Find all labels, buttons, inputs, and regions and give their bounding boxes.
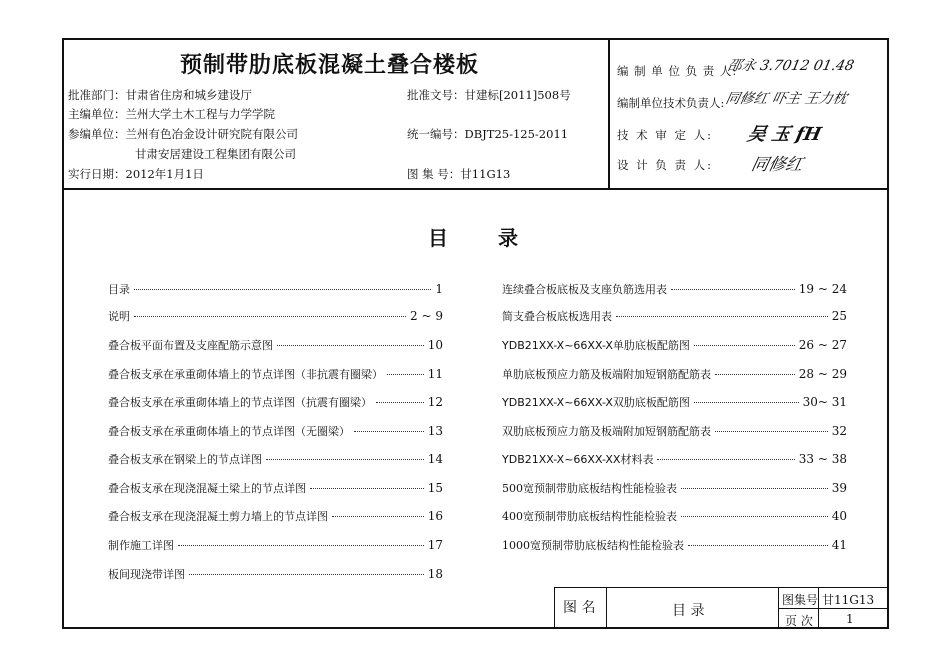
toc-entry-page: 10 (427, 338, 443, 352)
leader-dots (332, 516, 424, 517)
toc-entry-label: 400宽预制带肋底板结构性能检验表 (502, 510, 677, 523)
toc-entry-label: 说明 (108, 310, 130, 323)
toc-entry-label: YDB21XX-X~66XX-X单肋底板配筋图 (502, 339, 690, 352)
participant-unit-1: 参编单位：兰州有色冶金设计研究院有限公司 (68, 127, 298, 141)
toc-entry-label: 目录 (108, 283, 130, 296)
toc-entry[interactable] (108, 566, 443, 584)
atlas-number-label: 图集号 (782, 593, 819, 607)
toc-entry-label: 500宽预制带肋底板结构性能检验表 (502, 482, 677, 495)
leader-dots (681, 488, 828, 489)
toc-entry[interactable] (502, 337, 847, 355)
toc-entry[interactable] (502, 480, 847, 498)
header-divider (62, 188, 889, 190)
leader-dots (266, 459, 424, 460)
toc-entry[interactable] (108, 394, 443, 412)
title-block-divider (778, 608, 889, 609)
toc-entry[interactable] (502, 537, 847, 555)
toc-entry[interactable] (108, 281, 443, 299)
toc-entry-label: YDB21XX-X~66XX-XX材料表 (502, 453, 654, 466)
leader-dots (616, 316, 828, 317)
participant-unit-2: 甘肃安居建设工程集团有限公司 (135, 147, 296, 161)
toc-entry-page: 17 (427, 538, 443, 552)
leader-dots (189, 574, 424, 575)
toc-entry[interactable] (502, 508, 847, 526)
toc-title-right: 录 (498, 226, 518, 250)
signature-reviewer: 吴 玉 fH (745, 124, 824, 145)
toc-entry-label: 叠合板支承在承重砌体墙上的节点详图（抗震有圈梁） (108, 396, 372, 409)
leader-dots (694, 402, 799, 403)
toc-entry-label: YDB21XX-X~66XX-X双肋底板配筋图 (502, 396, 690, 409)
approval-number: 批准文号：甘建标[2011]508号 (407, 88, 571, 102)
atlas-title: 预制带肋底板混凝土叠合楼板 (180, 53, 480, 78)
signature-compile-head: 邵永 3.7012 01.48 (726, 58, 856, 74)
leader-dots (178, 545, 424, 546)
toc-entry-page: 32 (831, 424, 847, 438)
leader-dots (671, 289, 795, 290)
editor-unit: 主编单位：兰州大学土木工程与力学学院 (68, 107, 275, 121)
leader-dots (376, 402, 424, 403)
toc-entry-page: 12 (427, 395, 443, 409)
leader-dots (134, 316, 406, 317)
toc-entry-page: 26 ~ 27 (798, 338, 847, 352)
toc-entry-label: 叠合板支承在承重砌体墙上的节点详图（无圈梁） (108, 425, 350, 438)
leader-dots (657, 459, 794, 460)
toc-entry-page: 2 ~ 9 (410, 309, 443, 323)
toc-entry[interactable] (108, 423, 443, 441)
title-block-divider (606, 587, 607, 629)
toc-entry-page: 19 ~ 24 (798, 282, 847, 296)
toc-entry-label: 制作施工详图 (108, 539, 174, 552)
toc-entry-page: 41 (831, 538, 847, 552)
toc-entry-page: 33 ~ 38 (798, 452, 847, 466)
signature-designer: 同修红 (749, 155, 805, 175)
leader-dots (688, 545, 828, 546)
toc-entry[interactable] (502, 394, 847, 412)
toc-entry[interactable] (502, 423, 847, 441)
toc-entry[interactable] (502, 308, 847, 326)
page-label: 页 次 (785, 614, 813, 628)
toc-entry-page: 18 (427, 567, 443, 581)
leader-dots (310, 488, 424, 489)
toc-entry[interactable] (108, 480, 443, 498)
compile-head-label: 编 制 单 位 负 责 人: (617, 64, 738, 78)
toc-entry-label: 单肋底板预应力筋及板端附加短钢筋配筋表 (502, 368, 711, 381)
toc-entry-page: 11 (427, 367, 443, 381)
toc-entry-page: 1 (435, 282, 443, 296)
toc-entry[interactable] (502, 366, 847, 384)
toc-entry-label: 双肋底板预应力筋及板端附加短钢筋配筋表 (502, 425, 711, 438)
toc-entry-label: 叠合板支承在现浇混凝土剪力墙上的节点详图 (108, 510, 328, 523)
toc-entry[interactable] (108, 366, 443, 384)
reviewer-label: 技 术 审 定 人: (617, 128, 713, 142)
effective-date: 实行日期：2012年1月1日 (68, 167, 204, 181)
drawing-name: 目 录 (672, 603, 705, 619)
toc-entry-page: 39 (831, 481, 847, 495)
leader-dots (387, 374, 424, 375)
atlas-number-value: 甘11G13 (822, 593, 875, 607)
leader-dots (277, 345, 424, 346)
toc-entry-page: 16 (427, 509, 443, 523)
toc-entry-page: 28 ~ 29 (798, 367, 847, 381)
leader-dots (694, 345, 795, 346)
toc-entry-page: 25 (831, 309, 847, 323)
toc-entry[interactable] (108, 308, 443, 326)
page-value: 1 (846, 612, 854, 626)
toc-entry-label: 叠合板支承在钢梁上的节点详图 (108, 453, 262, 466)
approval-dept: 批准部门：甘肃省住房和城乡建设厅 (68, 88, 252, 102)
leader-dots (715, 431, 828, 432)
toc-entry[interactable] (108, 337, 443, 355)
header-vertical-divider (608, 38, 610, 188)
toc-entry-label: 简支叠合板底板选用表 (502, 310, 612, 323)
leader-dots (134, 289, 431, 290)
designer-label: 设 计 负 责 人: (617, 158, 713, 172)
toc-entry-page: 15 (427, 481, 443, 495)
toc-entry-label: 叠合板支承在承重砌体墙上的节点详图（非抗震有圈梁） (108, 368, 383, 381)
toc-entry-page: 13 (427, 424, 443, 438)
tech-head-label: 编制单位技术负责人: (617, 96, 725, 110)
toc-entry[interactable] (108, 537, 443, 555)
leader-dots (681, 516, 828, 517)
toc-entry-label: 叠合板支承在现浇混凝土梁上的节点详图 (108, 482, 306, 495)
toc-entry[interactable] (502, 451, 847, 469)
toc-entry-label: 板间现浇带详图 (108, 568, 185, 581)
toc-entry[interactable] (502, 281, 847, 299)
toc-entry-page: 14 (427, 452, 443, 466)
toc-entry-page: 30~ 31 (802, 395, 847, 409)
toc-entry-label: 1000宽预制带肋底板结构性能检验表 (502, 539, 684, 552)
drawing-name-label: 图 名 (563, 600, 596, 616)
signature-tech-head: 同修红 吓主 王力枕 (724, 91, 849, 107)
toc-entry[interactable] (108, 451, 443, 469)
unified-number: 统一编号：DBJT25-125-2011 (407, 127, 569, 141)
toc-title-left: 目 (428, 226, 448, 250)
atlas-number: 图 集 号：甘11G13 (407, 167, 511, 181)
toc-entry-page: 40 (831, 509, 847, 523)
toc-entry-label: 叠合板平面布置及支座配筋示意图 (108, 339, 273, 352)
leader-dots (354, 431, 424, 432)
toc-entry-label: 连续叠合板底板及支座负筋选用表 (502, 283, 667, 296)
leader-dots (715, 374, 795, 375)
toc-entry[interactable] (108, 508, 443, 526)
